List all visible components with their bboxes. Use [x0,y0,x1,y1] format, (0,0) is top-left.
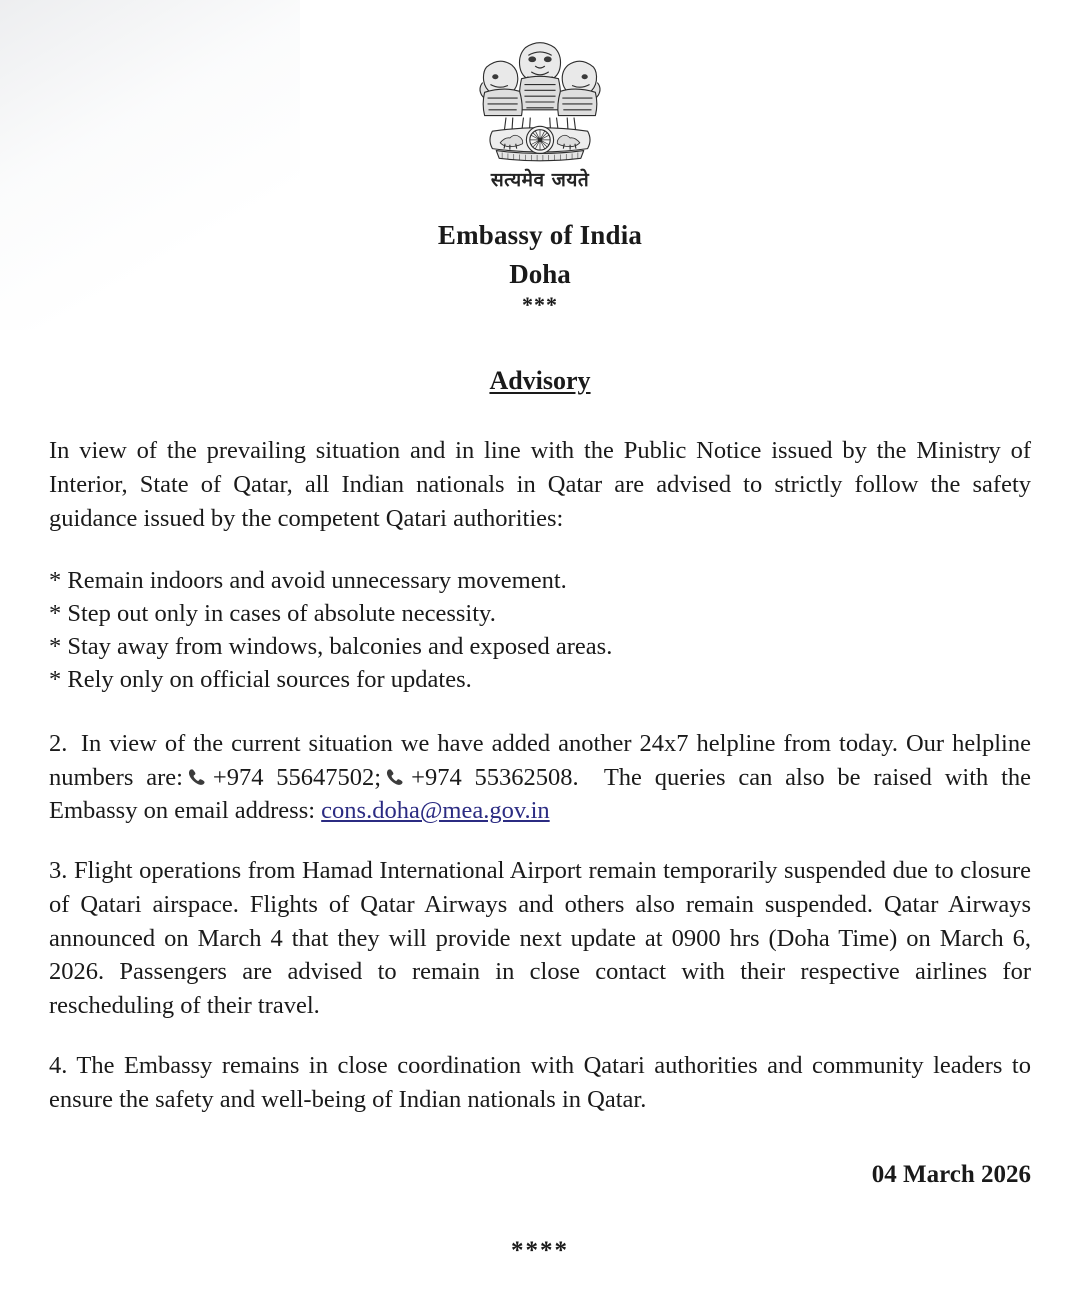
organisation-city: Doha [509,259,571,289]
list-item: * Rely only on official sources for updates. [49,665,472,693]
helpline-number-2: +974 55362508. [411,763,579,791]
list-item: * Stay away from windows, balconies and exposed areas. [49,633,613,661]
spacer [49,697,1031,727]
spacer [49,828,1031,854]
document-date: 04 March 2026 [871,1160,1031,1188]
safety-guidance-list [49,565,1031,696]
india-national-emblem-icon [467,34,613,170]
list-item: * Step out only in cases of absolute necessity. [49,600,496,628]
telephone-handset-icon [185,767,209,789]
national-emblem-block [49,0,1031,192]
flight-operations-paragraph: 3. Flight operations from Hamad International Airport remain temporarily suspended due to closure of Qatari airspace. Flights of Qatar Airways and others also remain suspended. Qatar Airways announced on March 4 that they will provide next update at 0900 hrs (Doha Time) on March 6, 2026. Passengers are advised to remain in close contact with their respective airlines for rescheduling of their travel. [49,857,1031,1020]
footer-separator: **** [511,1236,569,1264]
helpline-outro-text: The queries can also be raised with the Embassy on email address: [49,763,1031,825]
spacer [49,1023,1031,1049]
document-body [49,434,1031,1265]
header-separator: *** [522,292,558,317]
embassy-email-link[interactable]: cons.doha@mea.gov.in [321,797,550,825]
emblem-motto-text: सत्यमेव जयते [490,169,590,191]
organisation-name: Embassy of India [437,220,643,250]
list-item: * Remain indoors and avoid unnecessary movement. [49,567,567,595]
coordination-paragraph: 4. The Embassy remains in close coordination with Qatari authorities and community leaders to ensure the safety and well-being of Indian nationals in Qatar. [49,1052,1031,1113]
page-title: Advisory [489,366,591,395]
telephone-handset-icon [383,767,407,789]
paragraph-number: 2. [49,729,68,757]
helpline-intro-text: In view of the current situation we have added another 24x7 helpline from today. Our helpline numbers are: [49,729,1031,791]
helpline-number-1: +974 55647502; [212,763,382,791]
helpline-paragraph [49,727,1031,828]
spacer [49,535,1031,565]
intro-paragraph: In view of the prevailing situation and in line with the Public Notice issued by the Ministry of Interior, State of Qatar, all Indian nationals in Qatar are advised to strictly follow the safety guidance issued by the competent Qatari authorities: [49,437,1031,532]
